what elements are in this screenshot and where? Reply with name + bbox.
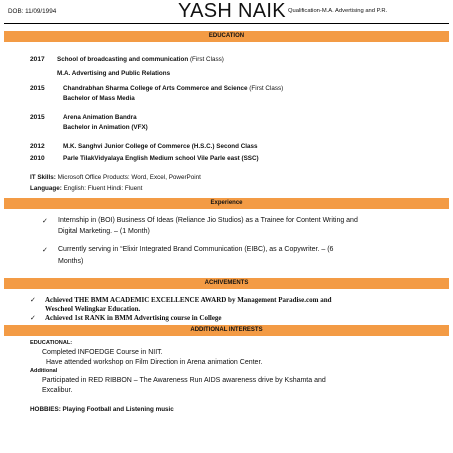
experience-heading: Experience [210,200,243,206]
edu-institution: Parle TilakVidyalaya English Medium school Vile Parle east (SSC) [63,155,259,162]
additional-label: Additional [30,368,58,374]
edu-degree: M.A. Advertising and Public Relations [57,70,171,77]
edu-degree: Bachelor of Mass Media [63,95,135,102]
achievement-item: Achieved 1st RANK in BMM Advertising course in College [45,314,222,322]
checkmark-icon: ✓ [30,315,36,322]
edu-year: 2015 [30,114,45,121]
language-label: Language: [30,185,62,192]
it-skills [30,174,201,181]
edu-institution: School of broadcasting and communication [57,56,189,63]
qualification: Qualification-M.A. Advertising and P.R. [288,8,388,14]
additional-item-cont: Excalibur. [42,387,73,394]
edu-year: 2015 [30,85,45,92]
additional-item: Participated in RED RIBBON – The Awareness Run AIDS awareness drive by Kshamta and [42,377,326,384]
edu-year: 2012 [30,143,45,150]
achievements-heading: ACHIVEMENTS [204,280,249,286]
edu-year: 2010 [30,155,45,162]
education-heading: EDUCATION [208,33,245,39]
edu-degree: Bachelor in Animation (VFX) [63,124,148,131]
hobbies: HOBBIES: Playing Football and Listening music [30,406,174,413]
experience-item: Currently serving in “Elixir Integrated Brand Communication (EIBC), as a Copywriter. – (6 [58,246,334,253]
edu-note: (First Class) [189,56,224,63]
edu-institution: Arena Animation Bandra [63,114,137,121]
candidate-name: YASH NAIK [178,0,286,22]
educational-item: Completed INFOEDGE Course in NIIT. [42,349,163,356]
additional-heading: ADDITIONAL INTERESTS [190,327,263,333]
achievement-item: Achieved THE BMM ACADEMIC EXCELLENCE AWARD by Management Paradise.com and [45,296,332,304]
edu-entry [57,56,224,63]
experience-item: Internship in (BOI) Business Of Ideas (Reliance Jio Studios) as a Trainee for Content Writing and [58,217,358,224]
edu-year: 2017 [30,56,45,63]
achievement-item-cont: Wescheol Welingkar Education. [45,305,141,313]
edu-institution: Chandrabhan Sharma College of Arts Commerce and Science [63,85,248,92]
educational-item: Have attended workshop on Film Direction in Arena animation Center. [46,359,263,366]
checkmark-icon: ✓ [42,218,48,225]
languages [30,185,142,192]
checkmark-icon: ✓ [42,247,48,254]
checkmark-icon: ✓ [30,297,36,304]
experience-item-cont: Months) [58,258,84,265]
edu-institution: M.K. Sanghvi Junior College of Commerce (H.S.C.) Second Class [63,143,258,150]
edu-note: (First Class) [249,85,284,92]
it-skills-label: IT Skills: [30,174,56,181]
educational-label: EDUCATIONAL: [30,340,73,346]
header-divider [4,23,449,24]
it-skills-value: Microsoft Office Products: Word, Excel, PowerPoint [57,174,201,181]
edu-entry [63,85,283,92]
date-of-birth: DOB: 11/09/1994 [8,8,57,15]
experience-item-cont: Digital Marketing. – (1 Month) [58,228,150,235]
language-value: English: Fluent Hindi: Fluent [63,185,143,192]
